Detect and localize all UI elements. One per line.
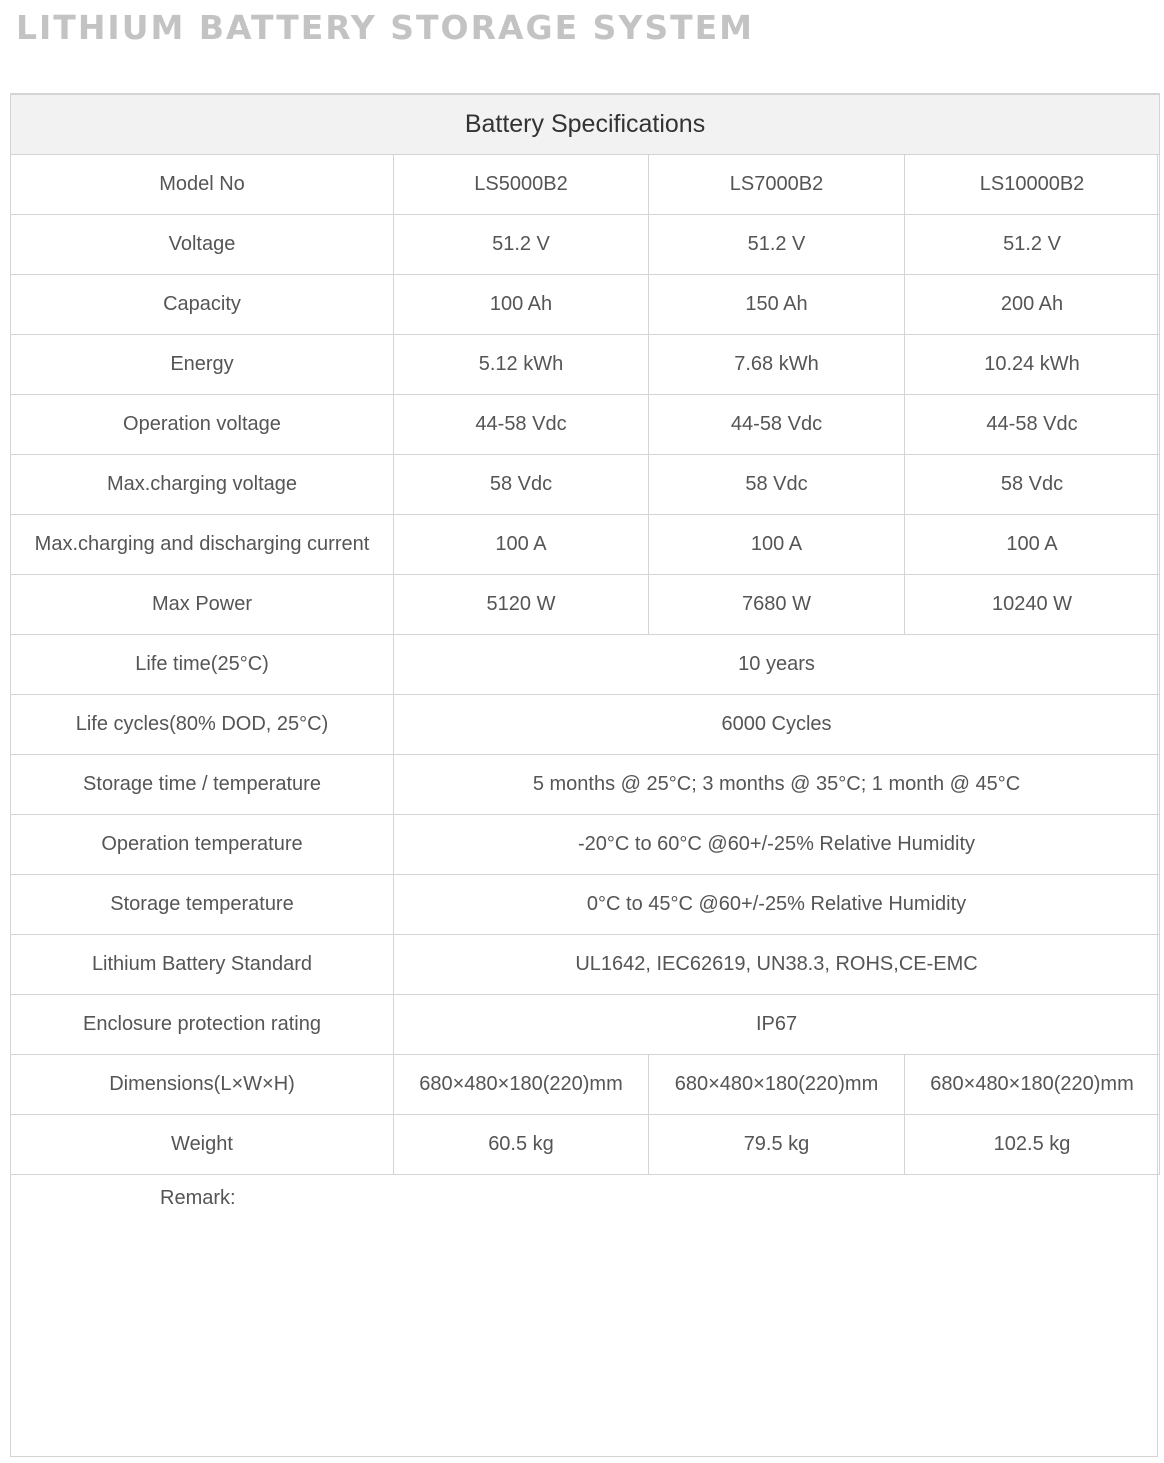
- spec-value: LS5000B2: [394, 155, 649, 215]
- spec-value: 60.5 kg: [394, 1115, 649, 1175]
- spec-value: 58 Vdc: [905, 455, 1160, 515]
- spec-value: 7.68 kWh: [649, 335, 905, 395]
- table-row: [11, 935, 1160, 995]
- spec-value: 0°C to 45°C @60+/-25% Relative Humidity: [394, 875, 1160, 935]
- table-row: [11, 1115, 1160, 1175]
- spec-value: LS10000B2: [905, 155, 1160, 215]
- spec-value: 680×480×180(220)mm: [649, 1055, 905, 1115]
- spec-value: 44-58 Vdc: [394, 395, 649, 455]
- spec-label: Model No: [11, 155, 394, 215]
- battery-spec-table: [10, 93, 1160, 1175]
- spec-value: 680×480×180(220)mm: [905, 1055, 1160, 1115]
- spec-value: 51.2 V: [649, 215, 905, 275]
- spec-label: Operation temperature: [11, 815, 394, 875]
- spec-label: Storage temperature: [11, 875, 394, 935]
- table-row: [11, 155, 1160, 215]
- table-row: [11, 395, 1160, 455]
- spec-value: IP67: [394, 995, 1160, 1055]
- spec-value: 100 A: [905, 515, 1160, 575]
- table-row: [11, 275, 1160, 335]
- table-row: [11, 335, 1160, 395]
- spec-value: 5 months @ 25°C; 3 months @ 35°C; 1 month @ 45°C: [394, 755, 1160, 815]
- spec-value: 7680 W: [649, 575, 905, 635]
- spec-value: 44-58 Vdc: [905, 395, 1160, 455]
- table-row: [11, 635, 1160, 695]
- spec-value: 79.5 kg: [649, 1115, 905, 1175]
- spec-value: 6000 Cycles: [394, 695, 1160, 755]
- spec-label: Weight: [11, 1115, 394, 1175]
- spec-label: Storage time / temperature: [11, 755, 394, 815]
- spec-value: 58 Vdc: [394, 455, 649, 515]
- spec-value: 680×480×180(220)mm: [394, 1055, 649, 1115]
- spec-value: UL1642, IEC62619, UN38.3, ROHS,CE-EMC: [394, 935, 1160, 995]
- table-title: Battery Specifications: [11, 94, 1160, 155]
- table-row: [11, 875, 1160, 935]
- spec-label: Enclosure protection rating: [11, 995, 394, 1055]
- spec-value: 51.2 V: [394, 215, 649, 275]
- page-title: LITHIUM BATTERY STORAGE SYSTEM: [16, 8, 754, 47]
- table-row: [11, 1055, 1160, 1115]
- table-row: [11, 755, 1160, 815]
- spec-value: 44-58 Vdc: [649, 395, 905, 455]
- table-row: [11, 455, 1160, 515]
- spec-label: Operation voltage: [11, 395, 394, 455]
- spec-value: 10.24 kWh: [905, 335, 1160, 395]
- table-row: [11, 215, 1160, 275]
- spec-value: -20°C to 60°C @60+/-25% Relative Humidity: [394, 815, 1160, 875]
- spec-value: 5120 W: [394, 575, 649, 635]
- spec-label: Life cycles(80% DOD, 25°C): [11, 695, 394, 755]
- spec-label: Dimensions(L×W×H): [11, 1055, 394, 1115]
- table-row: [11, 815, 1160, 875]
- table-row: [11, 995, 1160, 1055]
- remark-label: Remark:: [160, 1187, 236, 1209]
- table-row: [11, 695, 1160, 755]
- spec-value: 58 Vdc: [649, 455, 905, 515]
- spec-label: Lithium Battery Standard: [11, 935, 394, 995]
- table-row: [11, 515, 1160, 575]
- spec-label: Max Power: [11, 575, 394, 635]
- spec-value: 102.5 kg: [905, 1115, 1160, 1175]
- spec-value: 10240 W: [905, 575, 1160, 635]
- spec-label: Life time(25°C): [11, 635, 394, 695]
- spec-value: 100 Ah: [394, 275, 649, 335]
- spec-label: Capacity: [11, 275, 394, 335]
- spec-value: 10 years: [394, 635, 1160, 695]
- spec-value: 51.2 V: [905, 215, 1160, 275]
- spec-value: 5.12 kWh: [394, 335, 649, 395]
- spec-label: Max.charging and discharging current: [11, 515, 394, 575]
- spec-label: Voltage: [11, 215, 394, 275]
- spec-value: 150 Ah: [649, 275, 905, 335]
- spec-value: LS7000B2: [649, 155, 905, 215]
- spec-value: 100 A: [394, 515, 649, 575]
- spec-label: Energy: [11, 335, 394, 395]
- spec-value: 100 A: [649, 515, 905, 575]
- spec-value: 200 Ah: [905, 275, 1160, 335]
- spec-label: Max.charging voltage: [11, 455, 394, 515]
- table-row: [11, 575, 1160, 635]
